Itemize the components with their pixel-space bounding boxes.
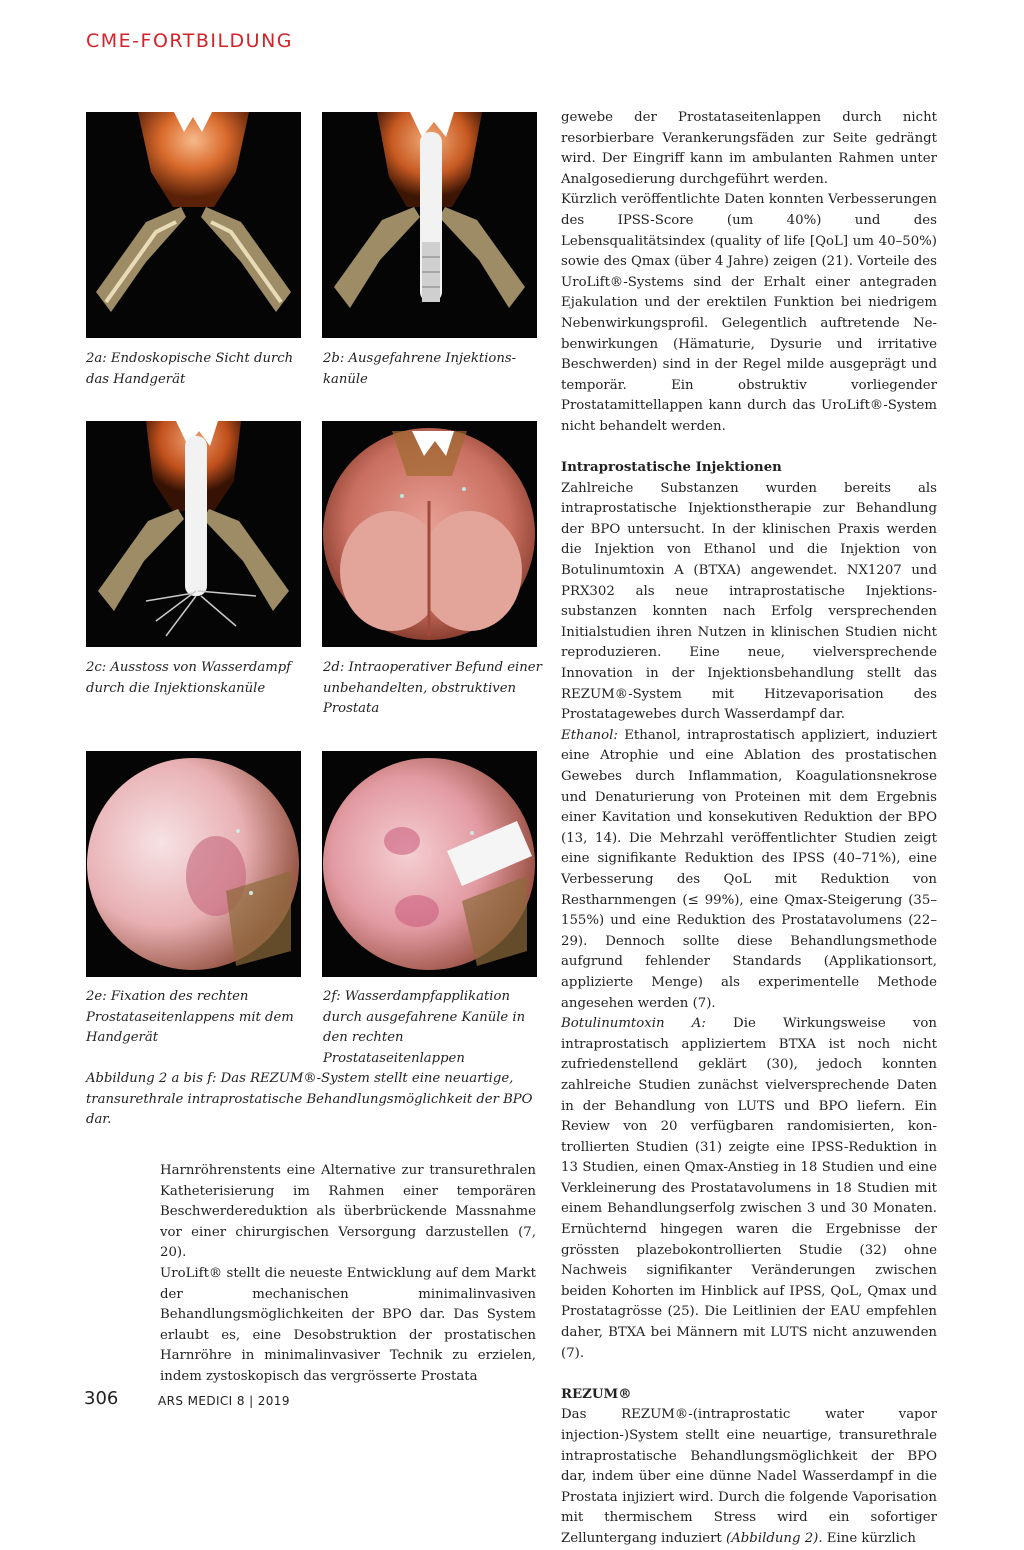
paragraph: Kürzlich veröffentlichte Daten konnten Verbesserungen des IPSS-Score (um 40%) und des Lebensqualitätsindex (quality of life [QoL] um 40–50%) sowie des Qmax (über 4 Jahre) zeigen (21). Vorteile des UroLift®-Systems sind der Erhalt einer antegraden Ejakulation und der erektilen Funktion bei niedrigem Nebenwirkungsprofil. Gelegentlich auftretende Nebenwirkungen (Hämaturie, Dysurie und irritative Beschwerden) sind in der Regel milde ausgeprägt und temporär. Ein obstruktiv vorliegender Prostatamittellappen kann durch das UroLift®-System nicht behandelt werden. — [561, 192, 937, 434]
paragraph: Zahlreiche Substanzen wurden bereits als intraprostatische Injektionstherapie zur Behandlung der BPO untersucht. In der klinischen Praxis werden die Injektion von Ethanol und die Injektion von Botulinumtoxin A (BTXA) angewendet. NX1207 und PRX302 als neue intraprostatische Injektionssubstanzen konnten nach Erfolg versprechenden Initialstudien ihren Nutzen in klinischen Studien nicht reproduzieren. Eine neue, vielversprechende Innovation in der Injektionsbehandlung stellt das REZUM®-System mit Hitzevaporisation des Prostatagewebes durch Wasserdampf dar. — [561, 480, 937, 723]
paragraph — [561, 1014, 937, 1364]
figure-2f-image — [322, 751, 537, 977]
page-number: 306 — [84, 1388, 119, 1409]
right-column — [561, 108, 937, 1550]
term-label: Botulinumtoxin A: — [561, 1016, 706, 1032]
term-label: Ethanol: — [561, 727, 618, 743]
figure-2e-caption: 2e: Fixation des rechten Prostataseitenlappens mit dem Handgerät — [86, 989, 294, 1045]
figure-2a-image — [86, 112, 301, 338]
figure-2d-caption: 2d: Intraoperativer Befund einer unbehandelten, obstruktiven Prostata — [323, 660, 542, 716]
figure-2a-caption: 2a: Endoskopische Sicht durch das Handgerät — [86, 351, 294, 387]
figure-2f-caption: 2f: Wasserdampfapplikation durch ausgefahrene Kanüle in den rechten Prostataseitenlappen — [323, 989, 526, 1066]
paragraph-text: Die Wirkungsweise von intraprostatisch appliziertem BTXA ist noch nicht zufriedenstellend geklärt (30), jedoch konnten zahlreiche Studien zunächst vielversprechende Daten in der Behandlung von LUTS und BPO liefern. Ein Review von 20 verfügbaren randomisierten, kontrollierten Studien (31) zeigte eine IPSS-Reduktion in 13 Studien, einen Qmax-Anstieg in 18 Studien und eine Verkleinerung des Prostatavolumens in 18 Studien mit einem Behandlungserfolg zwischen 3 und 30 Monaten. Ernüchternd hingegen waren die Ergebnisse der grössten plazebokontrollierten Studie (32) ohne Nachweis signifikanter Veränderungen zwischen beiden Kohorten im Hinblick auf IPSS, QoL, Qmax und Prostatagrösse (25). Die Leitlinien der EAU empfehlen daher, BTXA bei Männern mit LUTS nicht anzuwenden (7). — [561, 1016, 937, 1361]
paragraph-text: Eine kürzlich — [822, 1530, 916, 1546]
paragraph: Harnröhrenstents eine Alternative zur transurethralen Katheterisierung im Rahmen einer temporären Beschwerdereduktion als überbrückende Massnahme vor einer chirurgischen Versorgung darzustellen (7, 20). — [160, 1163, 536, 1261]
figure-2c-image — [86, 421, 301, 647]
paragraph — [561, 726, 937, 1014]
figure-2b-image — [322, 112, 537, 338]
figure-2e-image — [86, 751, 301, 977]
section-header: CME-FORTBILDUNG — [86, 30, 294, 52]
paragraph: gewebe der Prostataseitenlappen durch nicht resorbierbare Verankerungsfäden zur Seite gedrängt wird. Der Eingriff kann im ambulanten Rahmen unter Analgosedierung durchgeführt werden. — [561, 110, 937, 187]
paragraph-text: Das REZUM®-(intraprostatic water vapor injection-)System stellt eine neuartige, transurethrale intraprostatische Behandlungsmöglichkeit der BPO dar, indem über eine dünne Nadel Wasserdampf in die Prostata injiziert wird. Durch die folgende Vaporisation mit thermischem Stress wird ein sofortiger Zelluntergang induziert — [561, 1407, 937, 1546]
figure-2b-caption: 2b: Ausgefahrene Injektionskanüle — [323, 351, 517, 387]
section-heading: Intraprostatische Injektionen — [561, 460, 782, 476]
figure-reference: (Abbildung 2). — [726, 1530, 823, 1546]
paragraph: UroLift® stellt die neueste Entwicklung auf dem Markt der mechanischen minimalinvasiven Behandlungsmöglichkeiten der BPO dar. Das System erlaubt es, eine Desobstruktion der prostatischen Harnröhre in minimalinvasiver Technik zu erzielen, indem zystoskopisch das vergrösserte Prostata — [160, 1265, 536, 1384]
paragraph-text: Ethanol, intraprostatisch appliziert, induziert eine Atrophie und eine Ablation des prostatischen Gewebes durch Inflammation, Koagulationsnekrose und Denaturierung von Proteinen mit dem Ergebnis einer Kavitation und konsekutiven Reduktion der BPO (13, 14). Die Mehrzahl veröffentlichter Studien zeigt eine signifikante Reduktion des IPSS (40–71%), eine Verbesserung des QoL mit Reduktion von Restharnmengen (≤ 99%), eine Qmax-Steigerung (35–155%) und eine Reduktion des Prostatavolumens (22–29). Dennoch sollte diese Behandlungsmethode aufgrund fehlender Standards (Applikationsort, applizierte Menge) als experimentelle Methode angesehen werden (7). — [561, 727, 937, 1011]
paragraph — [561, 1405, 937, 1549]
left-column — [160, 1161, 536, 1388]
publication-info: ARS MEDICI 8 | 2019 — [158, 1394, 290, 1408]
section-heading: REZUM® — [561, 1386, 632, 1402]
figure-2d-image — [322, 421, 537, 647]
figure-caption: Abbildung 2 a bis f: Das REZUM®-System stellt eine neuartige, transurethrale intraprostatische Behandlungsmöglichkeit der BPO dar. — [86, 1071, 533, 1127]
figure-2c-caption: 2c: Ausstoss von Wasserdampf durch die Injektionskanüle — [86, 660, 292, 696]
